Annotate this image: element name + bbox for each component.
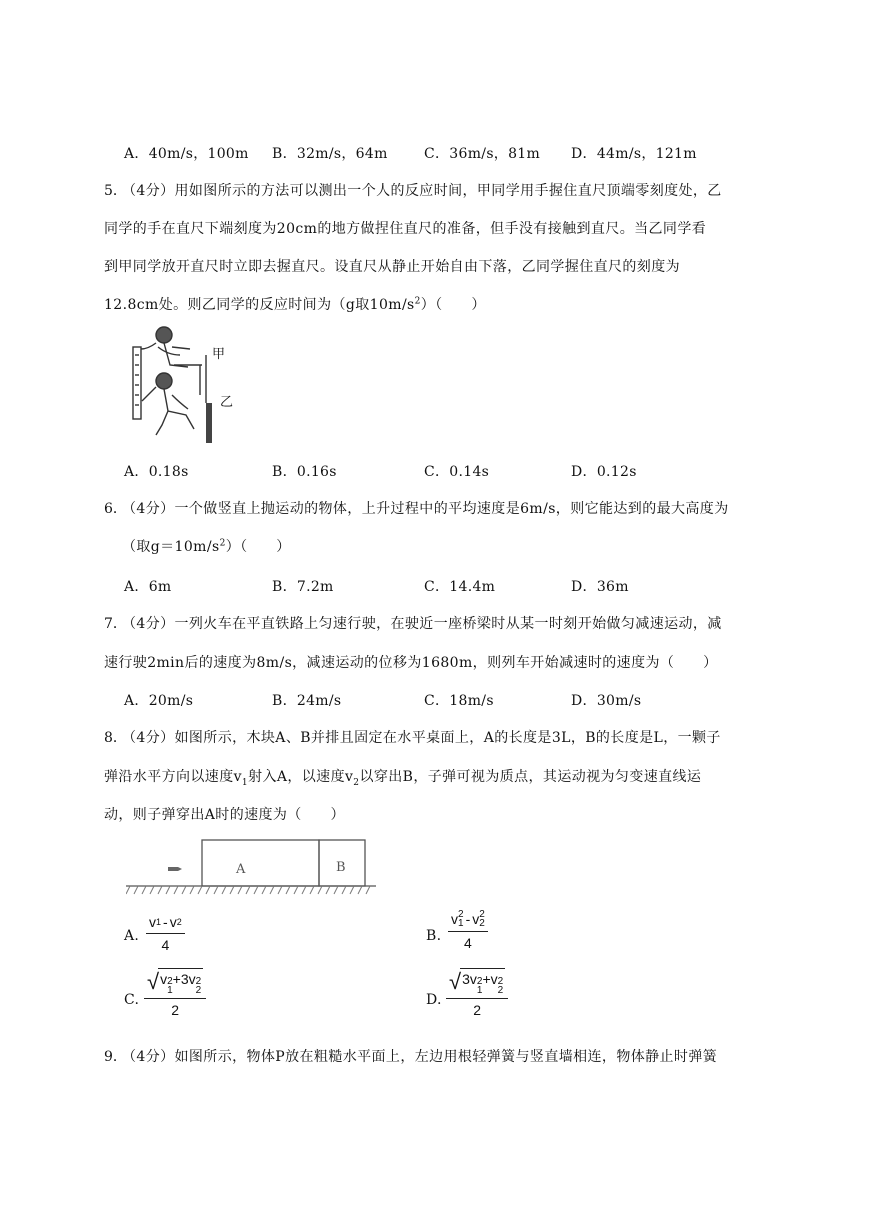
q5-text-line3: 到甲同学放开直尺时立即去握直尺。设直尺从静止开始自由下落，乙同学握住直尺的刻度为 (104, 259, 680, 275)
q5-text-line4: 12.8cm处。则乙同学的反应时间为（g取$10m/s^2$）（ ） (104, 296, 486, 313)
q7-number: 7． (104, 616, 127, 632)
q8-option-c-label: C. (124, 992, 140, 1008)
q5-option-c: C．0.14s (424, 464, 490, 480)
q8-option-d-formula: √ 3v 2 1 +v 2 2 2 (446, 968, 508, 1018)
block-a-label: A (236, 862, 246, 877)
q6-text-line1: （4分）一个做竖直上抛运动的物体，上升过程中的平均速度是6m/s，则它能达到的最大高度为 (122, 501, 729, 517)
q8-option-a-label: A. (124, 928, 140, 944)
q6-option-b: B．7.2m (272, 579, 334, 595)
q5-text-line1: （4分）用如图所示的方法可以测出一个人的反应时间，甲同学用手握住直尺顶端零刻度处，乙 (122, 183, 722, 199)
q7-option-a: A．20m/s (124, 693, 194, 709)
q8-option-b-label: B. (426, 928, 442, 944)
q8-option-a-formula: v 1 - v 2 4 (146, 914, 185, 953)
q8-text-line1: （4分）如图所示，木块A、B并排且固定在水平桌面上，A的长度是3L，B的长度是L，一颗子 (122, 730, 721, 746)
q8-option-d-label: D. (426, 992, 442, 1008)
bullet-icon (168, 867, 182, 871)
q6-option-d: D．36m (571, 579, 629, 595)
q4-option-d: D．44m/s，121m (571, 146, 697, 162)
q6-option-a: A．6m (124, 579, 172, 595)
q4-option-a: A．40m/s，100m (124, 146, 249, 162)
q8-text-line2: 弹沿水平方向以速度$v_1$射入A，以速度$v_2$以穿出B，子弹可视为质点，其运动视为匀变速直线运 (104, 769, 702, 788)
q7-option-b: B．24m/s (272, 693, 342, 709)
q6-number: 6． (104, 501, 127, 517)
q7-option-d: D．30m/s (571, 693, 642, 709)
q4-option-b: B．32m/s，64m (272, 146, 388, 162)
q8-number: 8． (104, 730, 127, 746)
block-b-label: B (336, 860, 346, 875)
label-yi: 乙 (220, 395, 234, 410)
q6-option-c: C．14.4m (424, 579, 496, 595)
q5-option-b: B．0.16s (272, 464, 337, 480)
q7-text-line2: 速行驶2min后的速度为8m/s，减速运动的位移为1680m，则列车开始减速时的速度为（ ） (104, 655, 718, 671)
q6-text-line2: （取$g=10m/s^2$）（ ） (122, 538, 291, 555)
q9-text-line1: （4分）如图所示，物体P放在粗糙水平面上，左边用根轻弹簧与竖直墙相连，物体静止时弹簧 (122, 1049, 718, 1065)
q4-option-c: C．36m/s，81m (424, 146, 541, 162)
label-jia: 甲 (212, 347, 226, 362)
q5-text-line2: 同学的手在直尺下端刻度为20cm的地方做捏住直尺的准备，但手没有接触到直尺。当乙同学看 (104, 221, 707, 237)
q9-number: 9． (104, 1049, 127, 1065)
q7-option-c: C．18m/s (424, 693, 494, 709)
blocks-figure (126, 838, 376, 898)
q5-number: 5． (104, 183, 127, 199)
q5-option-d: D．0.12s (571, 464, 637, 480)
q8-option-b-formula: v 2 1 - v 2 2 4 (448, 910, 488, 951)
q8-text-line3: 动，则子弹穿出A时的速度为（ ） (104, 807, 345, 823)
reaction-time-figure (128, 325, 248, 447)
q7-text-line1: （4分）一列火车在平直铁路上匀速行驶，在驶近一座桥梁时从某一时刻开始做匀减速运动，减 (122, 616, 722, 632)
q8-option-c-formula: √ v 2 1 +3v 2 2 2 (144, 968, 206, 1018)
q5-option-a: A．0.18s (124, 464, 189, 480)
